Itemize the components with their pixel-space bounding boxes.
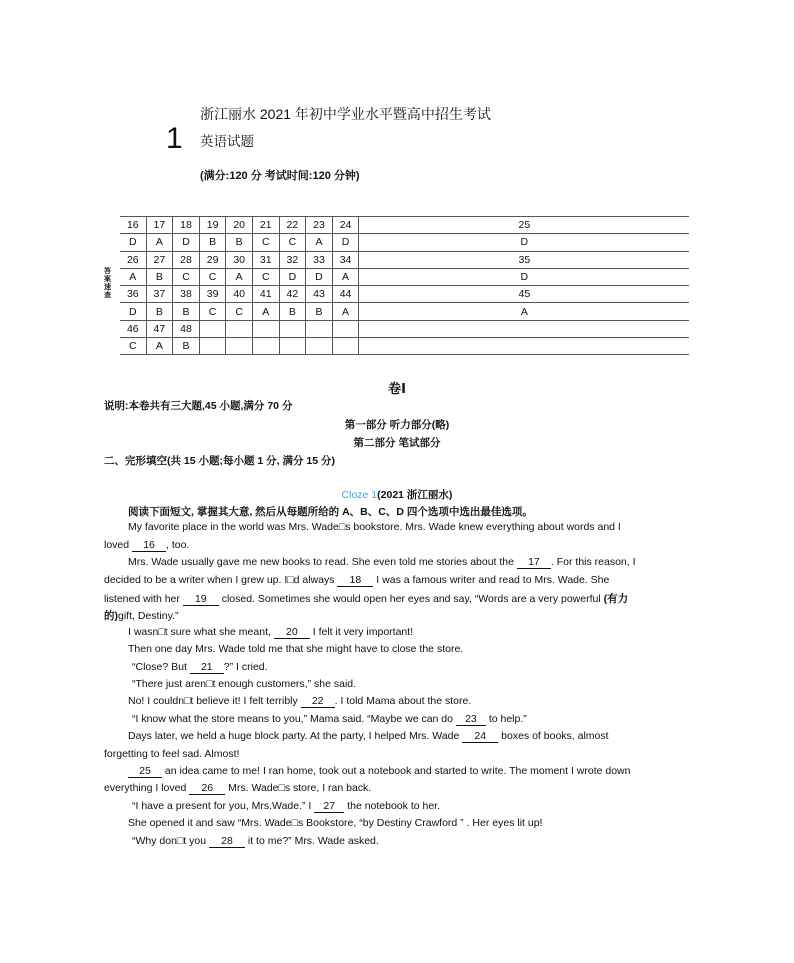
answer-cell: B: [173, 303, 200, 320]
answer-cell: A: [252, 303, 279, 320]
blank-26: 26: [189, 782, 225, 795]
cloze-tag: Cloze 1: [341, 489, 378, 501]
blank-28: 28: [209, 835, 245, 848]
answer-row: [120, 251, 689, 268]
answer-cell: 36: [120, 286, 146, 303]
blank-16: 16: [132, 539, 166, 552]
answer-cell: D: [306, 268, 333, 285]
answer-cell: A: [146, 234, 173, 251]
answer-cell: 42: [279, 286, 306, 303]
volume-heading: 卷Ⅰ: [388, 381, 406, 396]
answer-cell: B: [146, 268, 173, 285]
passage-line: decided to be a writer when I grew up. I□d always 18 I was a famous writer and read to Mrs. Wade. She: [104, 574, 610, 586]
answer-cell: 29: [199, 251, 226, 268]
answer-cell: 23: [306, 217, 333, 234]
answer-cell: D: [359, 268, 690, 285]
answer-cell: D: [279, 268, 306, 285]
answer-cell: 46: [120, 320, 146, 337]
answer-cell: 45: [359, 286, 690, 303]
passage-line: “There just aren□t enough customers,” she said.: [132, 678, 357, 690]
passage-line: everything I loved 26 Mrs. Wade□s store, I ran back.: [104, 782, 372, 794]
answer-row: [120, 303, 689, 320]
answer-cell: C: [252, 234, 279, 251]
cloze-heading: [0, 487, 794, 502]
answer-cell: A: [120, 268, 146, 285]
answer-cell: 32: [279, 251, 306, 268]
passage-line: “Close? But 21 ?” I cried.: [132, 661, 268, 673]
answer-cell: [359, 338, 690, 355]
answer-cell: C: [279, 234, 306, 251]
answer-row: [120, 234, 689, 251]
exam-title: 浙江丽水 2021 年初中学业水平暨高中招生考试: [200, 106, 491, 122]
answer-cell: 25: [359, 217, 690, 234]
answer-row: [120, 338, 689, 355]
answer-cell: [252, 320, 279, 337]
passage-line: Then one day Mrs. Wade told me that she might have to close the store.: [128, 643, 464, 655]
answer-row: [120, 320, 689, 337]
answer-cell: [199, 320, 226, 337]
passage-line: “I have a present for you, Mrs.Wade.” I 27 the notebook to her.: [132, 800, 441, 812]
passage-line: 的)gift, Destiny.”: [104, 610, 179, 622]
answer-cell: D: [120, 303, 146, 320]
answer-cell: 38: [173, 286, 200, 303]
answer-cell: [332, 338, 359, 355]
answer-cell: C: [199, 303, 226, 320]
passage-line: Days later, we held a huge block party. At the party, I helped Mrs. Wade 24 boxes of books, almost: [128, 730, 609, 742]
blank-17: 17: [517, 556, 551, 569]
answer-cell: 20: [226, 217, 253, 234]
answer-cell: 39: [199, 286, 226, 303]
answer-cell: [279, 320, 306, 337]
answer-cell: D: [120, 234, 146, 251]
answer-cell: D: [173, 234, 200, 251]
answer-cell: 41: [252, 286, 279, 303]
blank-22: 22: [301, 695, 335, 708]
answer-cell: [332, 320, 359, 337]
passage-line: “Why don□t you 28 it to me?” Mrs. Wade asked.: [132, 835, 379, 847]
answer-cell: [306, 338, 333, 355]
answer-row: [120, 268, 689, 285]
answer-cell: A: [306, 234, 333, 251]
answer-cell: [279, 338, 306, 355]
answer-cell: A: [332, 303, 359, 320]
answer-cell: A: [359, 303, 690, 320]
cloze-source: (2021 浙江丽水): [377, 489, 453, 501]
blank-27: 27: [314, 800, 344, 813]
answer-cell: 43: [306, 286, 333, 303]
passage-line: loved 16 , too.: [104, 539, 190, 551]
answer-cell: 34: [332, 251, 359, 268]
answer-cell: A: [146, 338, 173, 355]
answer-cell: 22: [279, 217, 306, 234]
question-number: 1: [166, 122, 183, 155]
answer-cell: C: [252, 268, 279, 285]
answer-cell: 37: [146, 286, 173, 303]
blank-25: 25: [128, 765, 162, 778]
answer-row: [120, 286, 689, 303]
part-two-heading: 第二部分 笔试部分: [353, 437, 441, 449]
passage-line: My favorite place in the world was Mrs. Wade□s bookstore. Mrs. Wade knew everything about words and I: [128, 521, 621, 533]
answer-label: 答案速查: [104, 268, 111, 299]
answer-cell: B: [226, 234, 253, 251]
answer-cell: C: [120, 338, 146, 355]
answer-cell: 48: [173, 320, 200, 337]
answer-cell: C: [226, 303, 253, 320]
passage-line: forgetting to feel sad. Almost!: [104, 748, 240, 760]
answer-cell: 40: [226, 286, 253, 303]
section-heading: 二、完形填空(共 15 小题;每小题 1 分, 满分 15 分): [104, 455, 336, 467]
answer-cell: 35: [359, 251, 690, 268]
answer-cell: B: [279, 303, 306, 320]
passage-line: No! I couldn□t believe it! I felt terribly 22 . I told Mama about the store.: [128, 695, 472, 707]
answer-cell: 21: [252, 217, 279, 234]
answer-cell: 16: [120, 217, 146, 234]
answer-cell: 30: [226, 251, 253, 268]
answer-row: [120, 217, 689, 234]
answer-cell: [199, 338, 226, 355]
answer-cell: B: [306, 303, 333, 320]
passage-line: Mrs. Wade usually gave me new books to read. She even told me stories about the 17 . For this reason, I: [128, 556, 636, 568]
blank-24: 24: [462, 730, 498, 743]
answer-cell: [306, 320, 333, 337]
answer-cell: 17: [146, 217, 173, 234]
part-one-heading: 第一部分 听力部分(略): [344, 419, 450, 431]
passage-line: 25 an idea came to me! I ran home, took out a notebook and started to write. The moment I wrote down: [128, 765, 630, 778]
answer-cell: 47: [146, 320, 173, 337]
answer-cell: 27: [146, 251, 173, 268]
blank-23: 23: [456, 713, 486, 726]
answer-cell: [252, 338, 279, 355]
passage-line: listened with her 19 closed. Sometimes she would open her eyes and say, “Words are a very powerful (有力: [104, 593, 629, 605]
answer-table: [120, 216, 689, 355]
answer-cell: 19: [199, 217, 226, 234]
answer-cell: C: [173, 268, 200, 285]
answer-cell: 26: [120, 251, 146, 268]
answer-cell: 28: [173, 251, 200, 268]
answer-cell: [226, 320, 253, 337]
answer-cell: B: [173, 338, 200, 355]
instruction: 阅读下面短文, 掌握其大意, 然后从每题所给的 A、B、C、D 四个选项中选出最佳选项。: [128, 506, 533, 518]
answer-cell: A: [226, 268, 253, 285]
answer-cell: A: [332, 268, 359, 285]
answer-cell: D: [332, 234, 359, 251]
answer-cell: 33: [306, 251, 333, 268]
answer-cell: 24: [332, 217, 359, 234]
answer-cell: C: [199, 268, 226, 285]
answer-cell: [226, 338, 253, 355]
blank-19: 19: [183, 593, 219, 606]
exam-subtitle: 英语试题: [200, 134, 254, 149]
answer-cell: 18: [173, 217, 200, 234]
exam-meta: (满分:120 分 考试时间:120 分钟): [200, 170, 360, 182]
answer-cell: B: [199, 234, 226, 251]
answer-cell: 44: [332, 286, 359, 303]
passage-line: “I know what the store means to you,” Mama said. “Maybe we can do 23 to help.”: [132, 713, 527, 725]
volume-note: 说明:本卷共有三大题,45 小题,满分 70 分: [104, 400, 293, 412]
blank-20: 20: [274, 626, 310, 639]
blank-18: 18: [337, 574, 373, 587]
passage-line: She opened it and saw “Mrs. Wade□s Bookstore, “by Destiny Crawford ” . Her eyes lit up!: [128, 817, 543, 829]
answer-cell: 31: [252, 251, 279, 268]
answer-cell: D: [359, 234, 690, 251]
blank-21: 21: [190, 661, 224, 674]
answer-cell: B: [146, 303, 173, 320]
passage-line: I wasn□t sure what she meant, 20 I felt it very important!: [128, 626, 414, 638]
answer-cell: [359, 320, 690, 337]
